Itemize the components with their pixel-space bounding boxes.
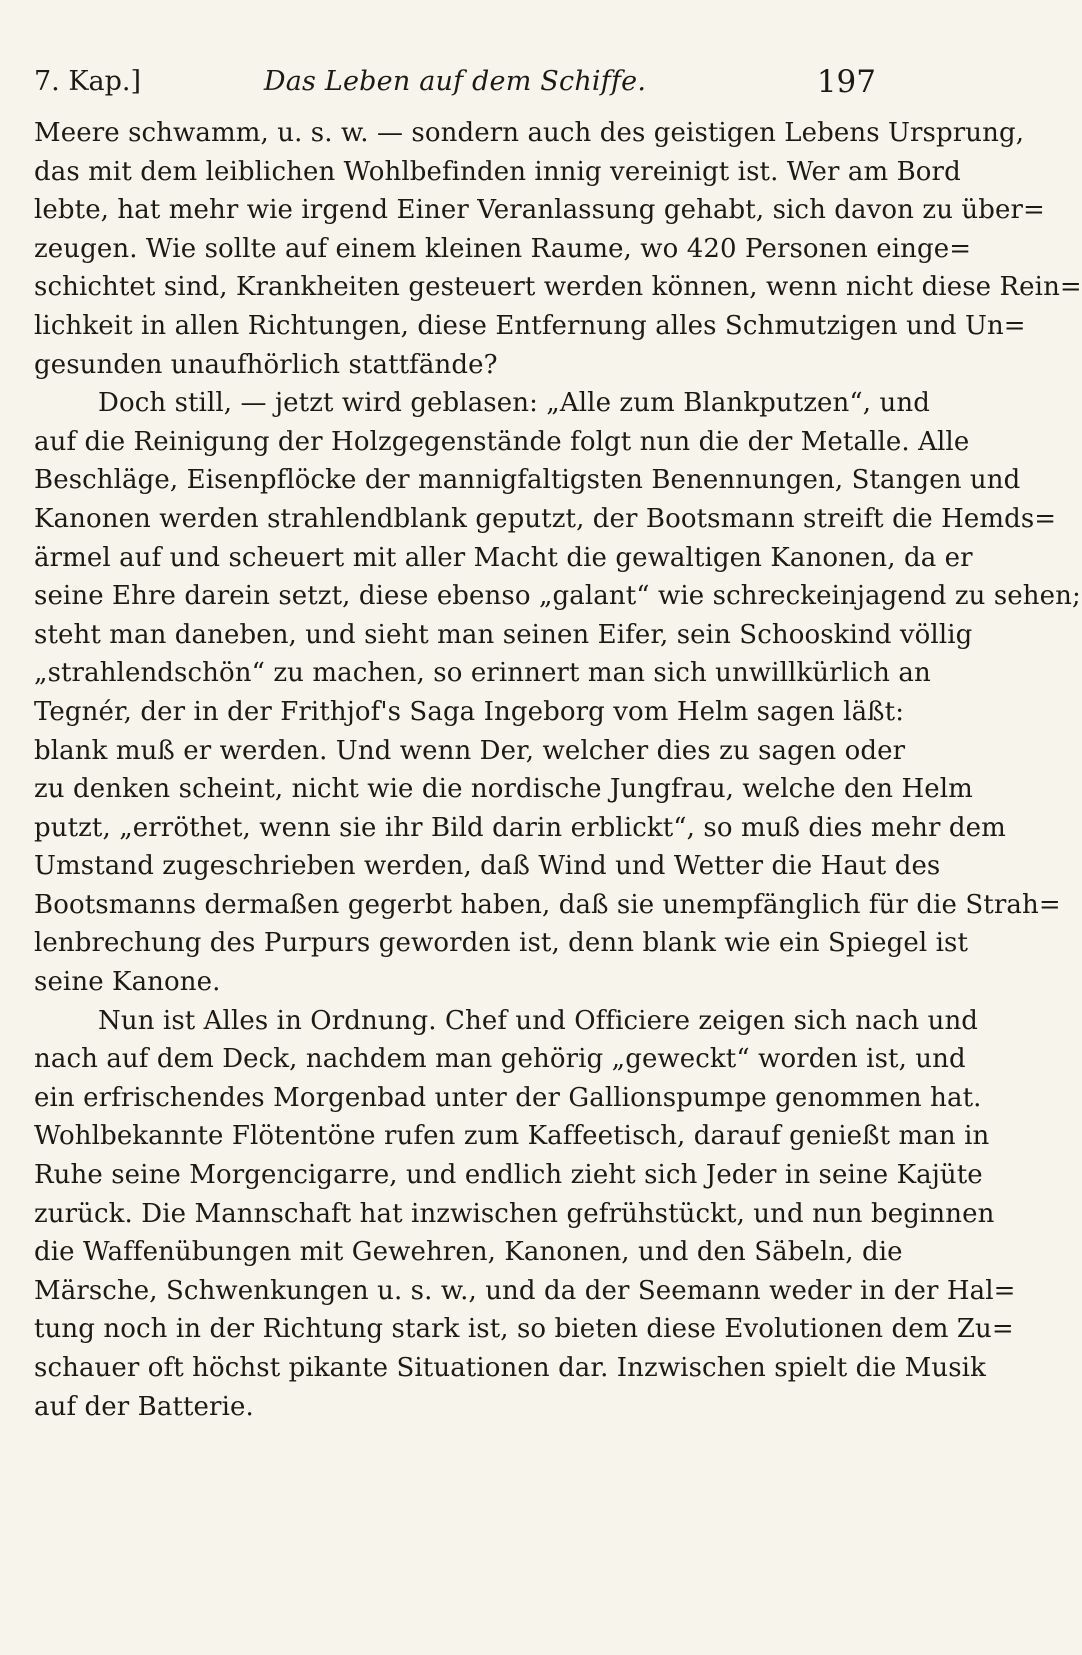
text-line: lebte, hat mehr wie irgend Einer Veranlassung gehabt, sich davon zu über= xyxy=(34,195,1045,226)
text-line: seine Ehre darein setzt, diese ebenso „galant“ wie schreckeinjagend zu sehen; xyxy=(34,581,1081,612)
text-line: „strahlendschön“ zu machen, so erinnert man sich unwillkürlich an xyxy=(34,658,931,689)
running-title: Das Leben auf dem Schiffe. xyxy=(263,66,647,97)
text-line: Wohlbekannte Flötentöne rufen zum Kaffeetisch, darauf genießt man in xyxy=(34,1121,990,1152)
text-line: steht man daneben, und sieht man seinen Eifer, sein Schooskind völlig xyxy=(34,619,973,650)
text-line: Bootsmanns dermaßen gegerbt haben, daß sie unempfänglich für die Strah= xyxy=(34,889,1061,920)
text-line: Umstand zugeschrieben werden, daß Wind und Wetter die Haut des xyxy=(34,851,941,882)
text-line: Beschläge, Eisenpflöcke der mannigfaltigsten Benennungen, Stangen und xyxy=(34,465,1021,496)
text-line: zurück. Die Mannschaft hat inzwischen gefrühstückt, und nun beginnen xyxy=(34,1198,995,1229)
text-line: lichkeit in allen Richtungen, diese Entfernung alles Schmutzigen und Un= xyxy=(34,310,1026,341)
text-line: das mit dem leiblichen Wohlbefinden innig vereinigt ist. Wer am Bord xyxy=(34,156,961,187)
text-line: blank muß er werden. Und wenn Der, welcher dies zu sagen oder xyxy=(34,735,906,766)
paragraph xyxy=(34,384,1081,1002)
text-line: tung noch in der Richtung stark ist, so bieten diese Evolutionen dem Zu= xyxy=(34,1314,1014,1345)
text-line: Doch still, — jetzt wird geblasen: „Alle zum Blankputzen“, und xyxy=(98,388,930,419)
book-page xyxy=(34,62,1082,1622)
running-header xyxy=(34,62,876,114)
text-line: schauer oft höchst pikante Situationen dar. Inzwischen spielt die Musik xyxy=(34,1353,986,1383)
text-line: auf der Batterie. xyxy=(34,1391,254,1422)
text-line: Nun ist Alles in Ordnung. Chef und Officiere zeigen sich nach und xyxy=(98,1005,979,1036)
chapter-label: 7. Kap.] xyxy=(34,66,142,97)
page-number: 197 xyxy=(816,64,876,100)
text-line: Märsche, Schwenkungen u. s. w., und da der Seemann weder in der Hal= xyxy=(34,1275,1016,1306)
paragraph xyxy=(34,1002,1016,1427)
text-line: gesunden unaufhörlich stattfände? xyxy=(34,349,498,380)
text-line: Kanonen werden strahlendblank geputzt, der Bootsmann streift die Hemds= xyxy=(34,503,1057,534)
text-line: lenbrechung des Purpurs geworden ist, denn blank wie ein Spiegel ist xyxy=(34,928,969,959)
text-line: die Waffenübungen mit Gewehren, Kanonen, und den Säbeln, die xyxy=(34,1237,903,1268)
text-line: Tegnér, der in der Frithjof's Saga Ingeborg vom Helm sagen läßt: xyxy=(34,696,905,727)
text-line: ärmel auf und scheuert mit aller Macht die gewaltigen Kanonen, da er xyxy=(34,542,973,573)
text-line: zu denken scheint, nicht wie die nordische Jungfrau, welche den Helm xyxy=(34,774,973,805)
text-line: Meere schwamm, u. s. w. — sondern auch des geistigen Lebens Ursprung, xyxy=(34,118,1025,148)
text-line: putzt, „erröthet, wenn sie ihr Bild darin erblickt“, so muß dies mehr dem xyxy=(34,812,1006,843)
text-line: nach auf dem Deck, nachdem man gehörig „geweckt“ worden ist, und xyxy=(34,1044,966,1075)
text-line: schichtet sind, Krankheiten gesteuert werden können, wenn nicht diese Rein= xyxy=(34,272,1082,303)
body-text xyxy=(34,114,1082,1426)
paragraph xyxy=(34,114,1082,384)
text-line: Ruhe seine Morgencigarre, und endlich zieht sich Jeder in seine Kajüte xyxy=(34,1160,983,1191)
text-line: seine Kanone. xyxy=(34,967,221,998)
text-line: auf die Reinigung der Holzgegenstände folgt nun die der Metalle. Alle xyxy=(34,426,970,457)
text-line: ein erfrischendes Morgenbad unter der Gallionspumpe genommen hat. xyxy=(34,1082,982,1113)
text-line: zeugen. Wie sollte auf einem kleinen Raume, wo 420 Personen einge= xyxy=(34,233,972,264)
